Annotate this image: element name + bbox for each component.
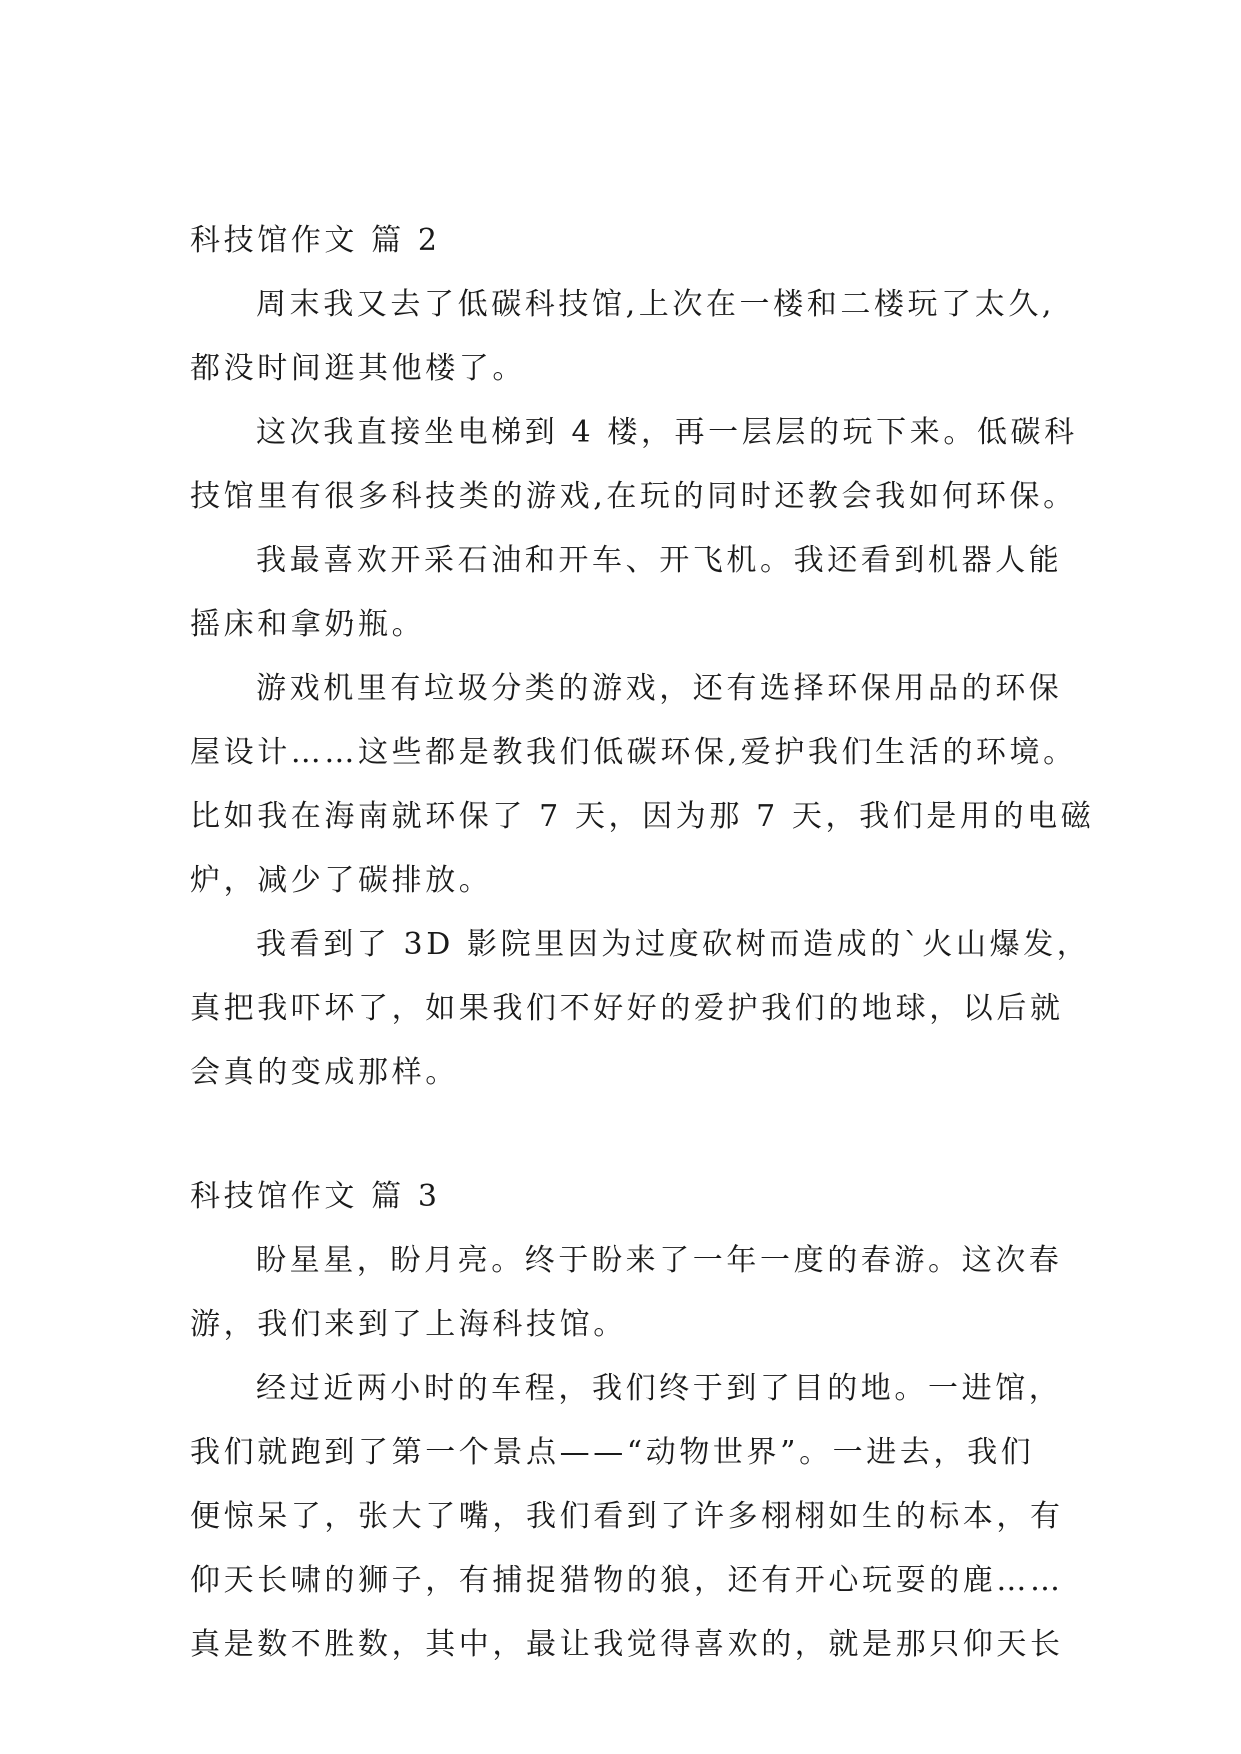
paragraph-line: 仰天长啸的狮子，有捕捉猎物的狼，还有开心玩耍的鹿…… [190, 1563, 1064, 1598]
paragraph-line: 我最喜欢开采石油和开车、开飞机。我还看到机器人能 [256, 543, 1063, 578]
paragraph-line: 周末我又去了低碳科技馆,上次在一楼和二楼玩了太久, [256, 287, 1056, 322]
paragraph-line: 盼星星，盼月亮。终于盼来了一年一度的春游。这次春 [256, 1243, 1063, 1278]
section-heading-2: 科技馆作文 篇 2 [190, 223, 441, 258]
paragraph-line: 经过近两小时的车程，我们终于到了目的地。一进馆， [256, 1371, 1063, 1406]
paragraph-line: 游戏机里有垃圾分类的游戏，还有选择环保用品的环保 [256, 671, 1063, 706]
paragraph-line: 这次我直接坐电梯到 4 楼，再一层层的玩下来。低碳科 [256, 415, 1078, 450]
paragraph-line: 游，我们来到了上海科技馆。 [190, 1307, 627, 1342]
paragraph-line: 便惊呆了，张大了嘴，我们看到了许多栩栩如生的标本，有 [190, 1499, 1064, 1534]
section-heading-3: 科技馆作文 篇 3 [190, 1179, 441, 1214]
paragraph-line: 技馆里有很多科技类的游戏,在玩的同时还教会我如何环保。 [190, 479, 1077, 514]
paragraph-line: 我们就跑到了第一个景点——“动物世界”。一进去，我们 [190, 1435, 1035, 1470]
paragraph-line: 都没时间逛其他楼了。 [190, 351, 526, 386]
paragraph-line: 会真的变成那样。 [190, 1055, 459, 1090]
paragraph-line: 真是数不胜数，其中，最让我觉得喜欢的，就是那只仰天长 [190, 1627, 1064, 1662]
paragraph-line: 比如我在海南就环保了 7 天，因为那 7 天，我们是用的电磁 [190, 799, 1095, 834]
paragraph-line: 真把我吓坏了，如果我们不好好的爱护我们的地球，以后就 [190, 991, 1064, 1026]
paragraph-line: 屋设计……这些都是教我们低碳环保,爱护我们生活的环境。 [190, 735, 1077, 770]
paragraph-line: 我看到了 3D 影院里因为过度砍树而造成的`火山爆发， [256, 927, 1091, 962]
paragraph-line: 炉，减少了碳排放。 [190, 863, 493, 898]
paragraph-line: 摇床和拿奶瓶。 [190, 607, 426, 642]
